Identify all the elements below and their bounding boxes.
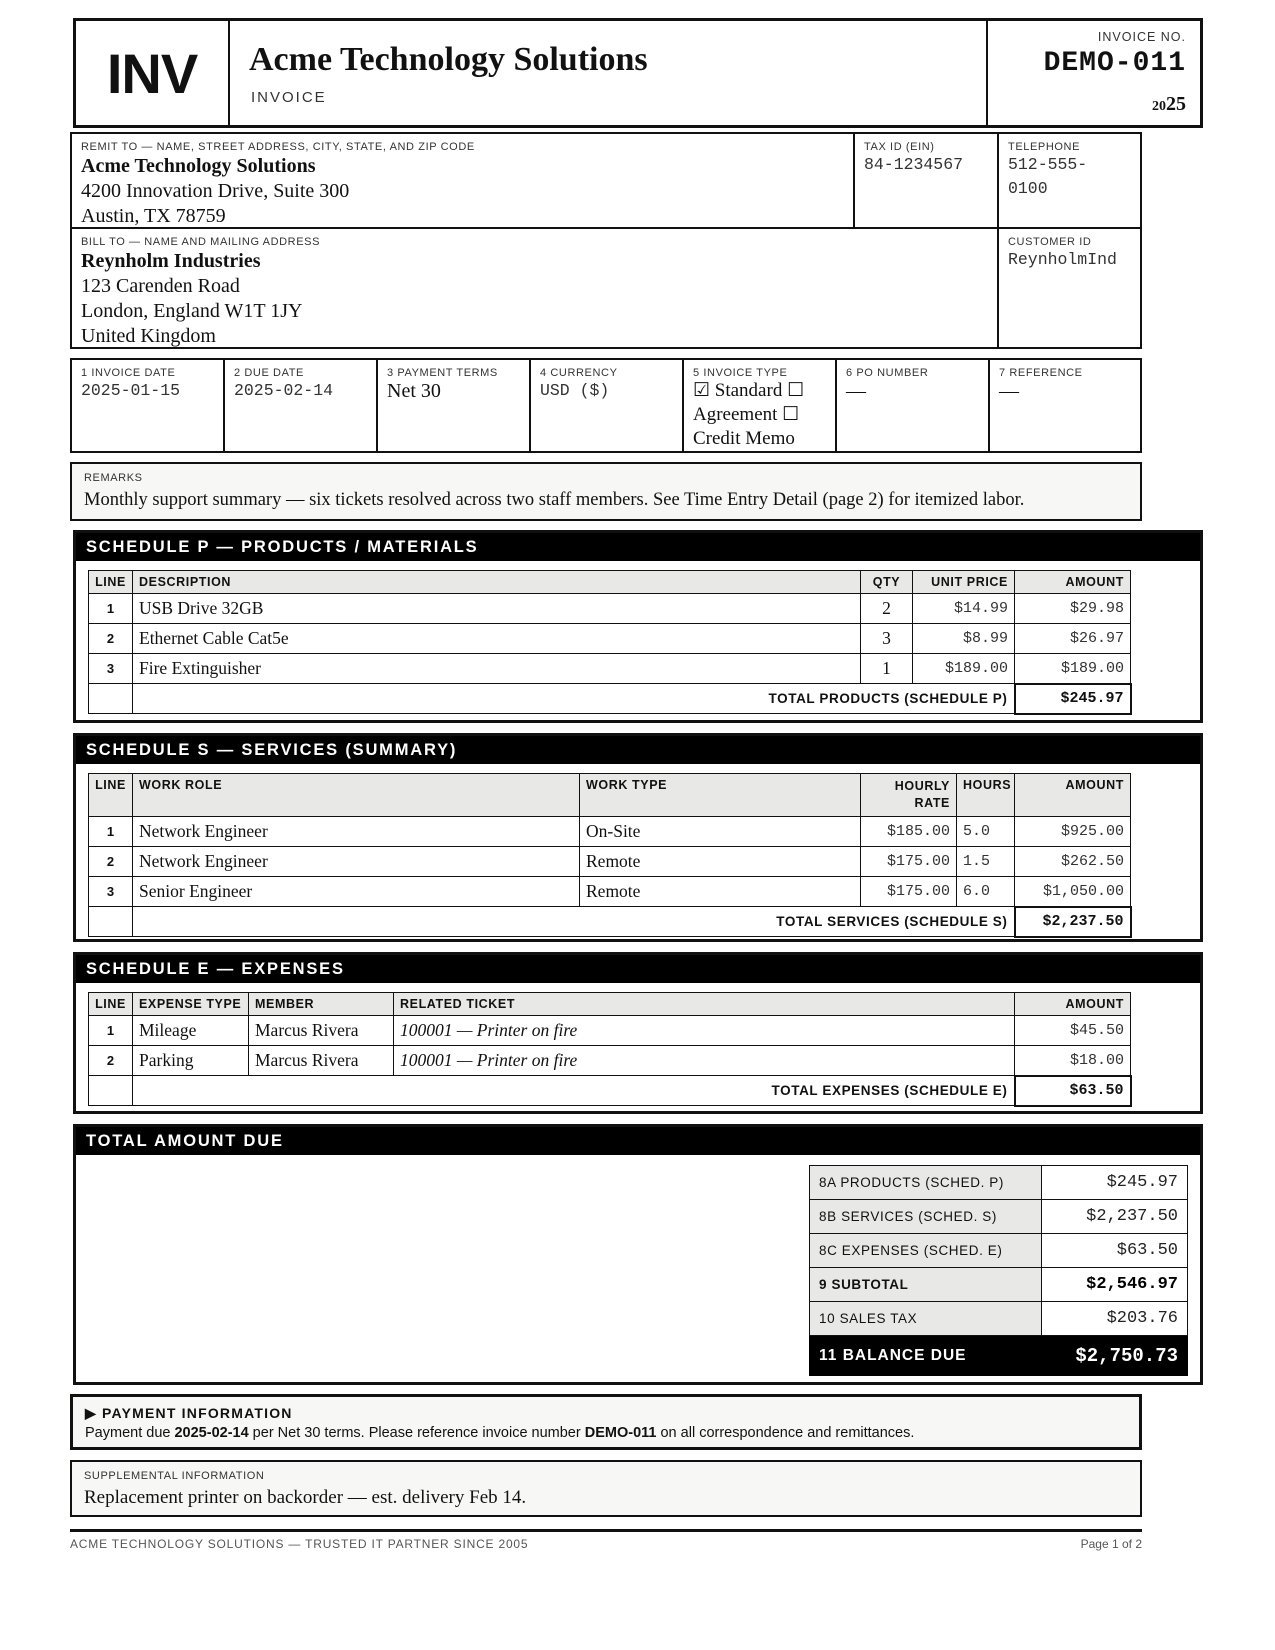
schedule-s (73, 733, 1203, 942)
total-value: $2,237.50 (1015, 907, 1131, 937)
table-row (89, 654, 1131, 684)
schedule-s-total-row (89, 907, 1131, 937)
line-number: 3 (89, 877, 133, 907)
remit-name: Acme Technology Solutions (81, 155, 316, 177)
total-amount-due-title: TOTAL AMOUNT DUE (76, 1127, 1200, 1155)
amount: $18.00 (1015, 1046, 1131, 1076)
remit-to-box (70, 132, 1142, 229)
work-role: Network Engineer (133, 847, 580, 877)
payment-due-date: 2025-02-14 (174, 1425, 249, 1441)
hours: 1.5 (957, 847, 1015, 877)
total-amount-due (73, 1124, 1203, 1385)
hours: 5.0 (957, 817, 1015, 847)
remit-city: Austin, TX 78759 (81, 205, 226, 227)
total-value: $245.97 (1015, 684, 1131, 714)
invoice-type-standard: ☑ Standard ☐ (693, 380, 805, 401)
schedule-s-title: SCHEDULE S — SERVICES (SUMMARY) (76, 736, 1200, 764)
hours: 6.0 (957, 877, 1015, 907)
col-hourly-rate-line1: HOURLY (894, 779, 950, 793)
invoice-type-label: 5 INVOICE TYPE (693, 367, 788, 379)
supplemental-information-box (70, 1460, 1142, 1517)
invoice-date-cell (72, 360, 225, 451)
payment-information-box (70, 1394, 1142, 1450)
table-row (89, 1046, 1131, 1076)
table-row (89, 624, 1131, 654)
remit-address-cell (72, 134, 855, 227)
line-number: 1 (89, 817, 133, 847)
table-row (89, 817, 1131, 847)
schedule-p-table (88, 570, 1132, 715)
invoice-header (73, 18, 1203, 128)
invoice-date-label: 1 INVOICE DATE (81, 367, 176, 379)
po-number-cell (837, 360, 990, 451)
subtotal-label: 9 SUBTOTAL (810, 1268, 1042, 1302)
work-role: Senior Engineer (133, 877, 580, 907)
total-label: TOTAL PRODUCTS (SCHEDULE P) (133, 684, 1015, 714)
qty: 1 (861, 654, 913, 684)
total-value: $63.50 (1015, 1076, 1131, 1106)
col-line: LINE (89, 993, 133, 1016)
due-date-cell (225, 360, 378, 451)
sales-tax-value: $203.76 (1042, 1302, 1188, 1336)
bill-street: 123 Carenden Road (81, 275, 240, 297)
related-ticket: 100001 — Printer on fire (394, 1016, 1015, 1046)
amount: $1,050.00 (1015, 877, 1131, 907)
invoice-number: DEMO-011 (1043, 48, 1186, 79)
unit-price: $189.00 (913, 654, 1015, 684)
company-name: Acme Technology Solutions (249, 41, 648, 78)
line-number: 2 (89, 847, 133, 877)
remarks-text: Monthly support summary — six tickets resolved across two staff members. See Time Entry Detail (page 2) for itemized labor. (84, 490, 1025, 510)
customer-id-cell (999, 229, 1140, 347)
col-line: LINE (89, 774, 133, 817)
products-label: 8A PRODUCTS (SCHED. P) (810, 1166, 1042, 1200)
hourly-rate: $175.00 (861, 877, 957, 907)
expenses-value: $63.50 (1042, 1234, 1188, 1268)
invoice-date: 2025-01-15 (81, 381, 181, 400)
due-date-label: 2 DUE DATE (234, 367, 304, 379)
line-number: 1 (89, 594, 133, 624)
col-hours: HOURS (957, 774, 1015, 817)
subtotal-value: $2,546.97 (1042, 1268, 1188, 1302)
po-number-label: 6 PO NUMBER (846, 367, 929, 379)
payment-text-3: on all correspondence and remittances. (656, 1425, 915, 1441)
line-number: 2 (89, 1046, 133, 1076)
year-prefix: 20 (1152, 99, 1166, 114)
expenses-label: 8C EXPENSES (SCHED. E) (810, 1234, 1042, 1268)
balance-due-label: 11 BALANCE DUE (810, 1336, 1042, 1376)
total-label: TOTAL EXPENSES (SCHEDULE E) (133, 1076, 1015, 1106)
schedule-e-title: SCHEDULE E — EXPENSES (76, 955, 1200, 983)
col-work-role: WORK ROLE (133, 774, 580, 817)
supplemental-label: SUPPLEMENTAL INFORMATION (84, 1470, 265, 1482)
amount: $925.00 (1015, 817, 1131, 847)
payment-terms-label: 3 PAYMENT TERMS (387, 367, 498, 379)
schedule-e-table (88, 992, 1132, 1107)
table-row (89, 847, 1131, 877)
related-ticket: 100001 — Printer on fire (394, 1046, 1015, 1076)
footer-rule (70, 1529, 1142, 1532)
totals-row-sales-tax (810, 1302, 1188, 1336)
schedule-p-title: SCHEDULE P — PRODUCTS / MATERIALS (76, 533, 1200, 561)
hourly-rate: $175.00 (861, 847, 957, 877)
services-value: $2,237.50 (1042, 1200, 1188, 1234)
work-type: Remote (580, 847, 861, 877)
schedule-e-total-row (89, 1076, 1131, 1106)
amount: $26.97 (1015, 624, 1131, 654)
tax-id: 84-1234567 (864, 155, 964, 174)
work-type: On-Site (580, 817, 861, 847)
po-number: — (846, 380, 866, 402)
qty: 2 (861, 594, 913, 624)
col-member: MEMBER (249, 993, 394, 1016)
unit-price: $8.99 (913, 624, 1015, 654)
totals-table (809, 1165, 1188, 1376)
line-number: 2 (89, 624, 133, 654)
footer-tagline: ACME TECHNOLOGY SOLUTIONS — TRUSTED IT PARTNER SINCE 2005 (70, 1537, 529, 1551)
schedule-p (73, 530, 1203, 723)
currency: USD ($) (540, 381, 610, 400)
payment-text-2: per Net 30 terms. Please reference invoice number (248, 1425, 585, 1441)
customer-id-label: CUSTOMER ID (1008, 236, 1092, 248)
schedule-p-total-row (89, 684, 1131, 714)
customer-id: ReynholmInd (1008, 250, 1117, 269)
table-row (89, 594, 1131, 624)
payment-invoice-ref: DEMO-011 (584, 1425, 657, 1441)
bill-country: United Kingdom (81, 325, 216, 347)
col-work-type: WORK TYPE (580, 774, 861, 817)
col-line: LINE (89, 571, 133, 594)
col-amount: AMOUNT (1015, 571, 1131, 594)
services-label: 8B SERVICES (SCHED. S) (810, 1200, 1042, 1234)
member: Marcus Rivera (249, 1046, 394, 1076)
col-amount: AMOUNT (1015, 993, 1131, 1016)
line-number: 3 (89, 654, 133, 684)
total-label: TOTAL SERVICES (SCHEDULE S) (133, 907, 1015, 937)
description: Fire Extinguisher (133, 654, 861, 684)
bill-label: BILL TO — NAME AND MAILING ADDRESS (81, 236, 321, 248)
bill-city: London, England W1T 1JY (81, 300, 303, 322)
expense-type: Mileage (133, 1016, 249, 1046)
table-row (89, 877, 1131, 907)
amount: $262.50 (1015, 847, 1131, 877)
work-type: Remote (580, 877, 861, 907)
page-number: Page 1 of 2 (1080, 1537, 1142, 1551)
bill-name: Reynholm Industries (81, 250, 261, 272)
bill-address-cell (72, 229, 999, 347)
reference-cell (990, 360, 1140, 451)
reference: — (999, 380, 1019, 402)
description: USB Drive 32GB (133, 594, 861, 624)
amount: $45.50 (1015, 1016, 1131, 1046)
col-expense-type: EXPENSE TYPE (133, 993, 249, 1016)
expense-type: Parking (133, 1046, 249, 1076)
telephone-cell (999, 134, 1140, 227)
amount: $189.00 (1015, 654, 1131, 684)
payment-terms-cell (378, 360, 531, 451)
payment-terms: Net 30 (387, 380, 441, 402)
schedule-s-header-row (89, 774, 1131, 817)
hourly-rate: $185.00 (861, 817, 957, 847)
invoice-type-cell (684, 360, 837, 451)
unit-price: $14.99 (913, 594, 1015, 624)
remit-label: REMIT TO — NAME, STREET ADDRESS, CITY, STATE, AND ZIP CODE (81, 141, 475, 153)
supplemental-text: Replacement printer on backorder — est. delivery Feb 14. (84, 1487, 527, 1508)
due-date: 2025-02-14 (234, 381, 334, 400)
schedule-e (73, 952, 1203, 1114)
bill-to-box (70, 227, 1142, 349)
remarks-box (70, 462, 1142, 521)
schedule-p-header-row (89, 571, 1131, 594)
invoice-meta-row (70, 358, 1142, 453)
document-type: INVOICE (251, 89, 327, 106)
sales-tax-label: 10 SALES TAX (810, 1302, 1042, 1336)
col-unit-price: UNIT PRICE (913, 571, 1015, 594)
payment-text-1: Payment due (85, 1425, 175, 1441)
col-qty: QTY (861, 571, 913, 594)
schedule-s-table (88, 773, 1132, 938)
col-hourly-rate-line2: RATE (914, 796, 950, 810)
blank-cell (89, 684, 133, 714)
totals-row-subtotal (810, 1268, 1188, 1302)
telephone-line2: 0100 (1008, 179, 1048, 198)
amount: $29.98 (1015, 594, 1131, 624)
currency-label: 4 CURRENCY (540, 367, 618, 379)
totals-row-services (810, 1200, 1188, 1234)
balance-due-value: $2,750.73 (1042, 1336, 1188, 1376)
reference-label: 7 REFERENCE (999, 367, 1083, 379)
telephone-label: TELEPHONE (1008, 141, 1081, 153)
table-row (89, 1016, 1131, 1046)
line-number: 1 (89, 1016, 133, 1046)
invoice-year (1152, 93, 1186, 116)
qty: 3 (861, 624, 913, 654)
blank-cell (89, 1076, 133, 1106)
totals-row-products (810, 1166, 1188, 1200)
col-related-ticket: RELATED TICKET (394, 993, 1015, 1016)
payment-information-text (85, 1425, 914, 1441)
payment-information-title: ▶ PAYMENT INFORMATION (85, 1405, 293, 1421)
products-value: $245.97 (1042, 1166, 1188, 1200)
totals-row-expenses (810, 1234, 1188, 1268)
telephone-line1: 512-555- (1008, 155, 1088, 174)
invoice-number-box (986, 21, 1200, 125)
currency-cell (531, 360, 684, 451)
invoice-type-agreement: Agreement ☐ (693, 404, 800, 425)
year-suffix: 25 (1166, 93, 1186, 115)
totals-row-balance-due (810, 1336, 1188, 1376)
remit-street: 4200 Innovation Drive, Suite 300 (81, 180, 350, 202)
invoice-type-credit-memo: Credit Memo (693, 428, 795, 449)
description: Ethernet Cable Cat5e (133, 624, 861, 654)
schedule-e-header-row (89, 993, 1131, 1016)
col-hourly-rate (861, 774, 957, 817)
invoice-number-label: INVOICE NO. (1097, 30, 1186, 44)
inv-badge: INV (76, 21, 230, 125)
col-amount: AMOUNT (1015, 774, 1131, 817)
tax-id-label: TAX ID (EIN) (864, 141, 935, 153)
blank-cell (89, 907, 133, 937)
remarks-label: REMARKS (84, 472, 143, 484)
work-role: Network Engineer (133, 817, 580, 847)
member: Marcus Rivera (249, 1016, 394, 1046)
tax-id-cell (855, 134, 999, 227)
col-description: DESCRIPTION (133, 571, 861, 594)
